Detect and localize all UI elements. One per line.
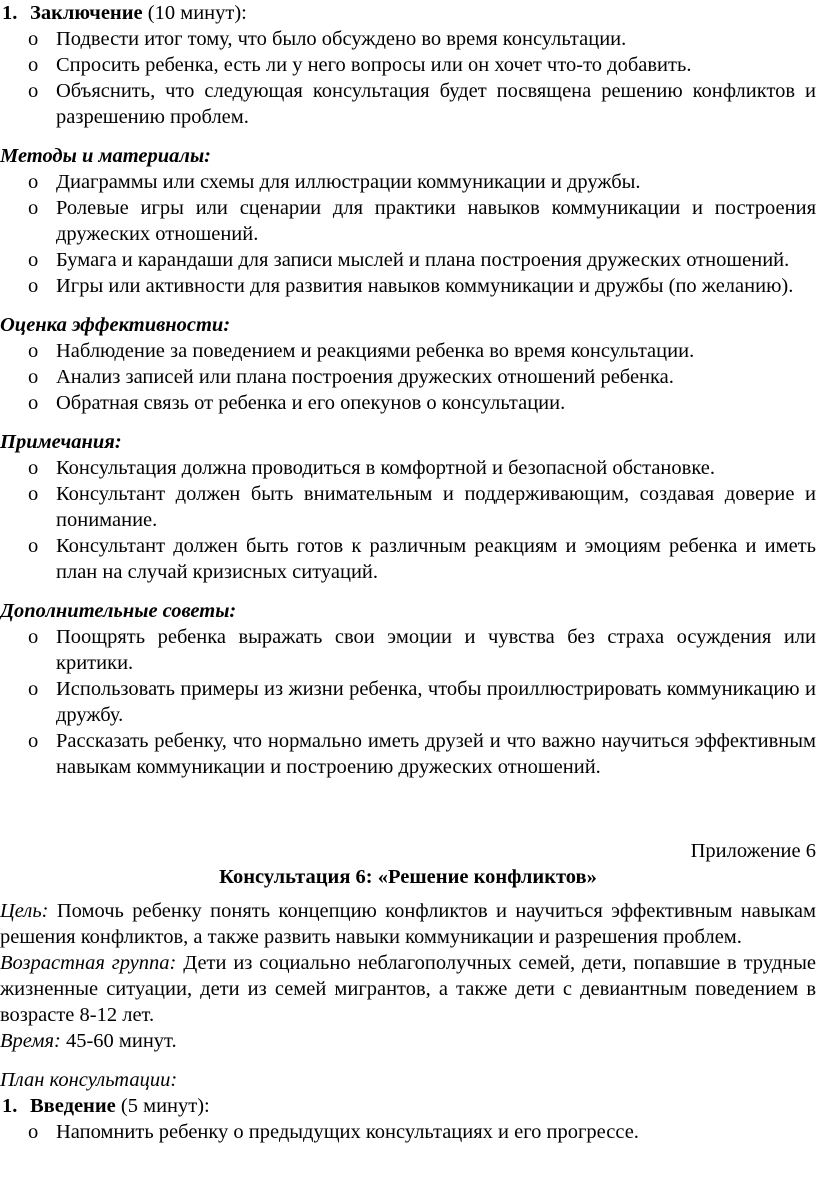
evaluation-heading: Оценка эффективности:	[0, 314, 231, 336]
tips-heading: Дополнительные советы:	[0, 600, 237, 622]
list-item: o Поощрять ребенка выражать свои эмоции и чувства без страха осуждения или критики.	[28, 626, 816, 674]
goal-text: Помочь ребенку понять концепцию конфликтов и научиться эффективным навыкам решения конфликтов, а также развить навыки коммуникации и разрешения проблем.	[0, 900, 816, 948]
bullet-icon: o	[28, 366, 39, 388]
bullet-icon: o	[28, 678, 39, 700]
plan-label: План консультации:	[0, 1069, 178, 1091]
bullet-icon: o	[28, 54, 39, 76]
bullet-icon: o	[28, 28, 39, 50]
section-number: 1.	[2, 1095, 18, 1117]
evaluation-list	[0, 338, 816, 416]
list-item: o Обратная связь от ребенка и его опекунов о консультации.	[28, 392, 566, 414]
time-text: 45-60 минут.	[65, 1030, 177, 1052]
section-title: Заключение	[30, 2, 143, 24]
list-item: o Консультант должен быть внимательным и поддерживающим, создавая доверие и понимание.	[28, 483, 816, 531]
bullet-icon: o	[28, 275, 39, 297]
intro-list	[0, 1119, 816, 1145]
section-duration: (5 минут):	[120, 1095, 210, 1117]
time-paragraph	[0, 1028, 816, 1054]
methods-heading: Методы и материалы:	[0, 145, 212, 167]
bullet-icon: o	[28, 392, 39, 414]
appendix-title: Консультация 6: «Решение конфликтов»	[219, 866, 597, 888]
time-label: Время:	[0, 1030, 61, 1052]
goal-paragraph	[0, 898, 816, 950]
age-text: Дети из социально неблагополучных семей, дети, попавшие в трудные жизненные ситуации, дети из семей мигрантов, а также дети с девиантным поведением в возрасте 8-12 лет.	[0, 952, 816, 1026]
list-item: o Бумага и карандаши для записи мыслей и плана построения дружеских отношений.	[28, 249, 790, 271]
list-item: o Диаграммы или схемы для иллюстрации коммуникации и дружбы.	[28, 171, 641, 193]
goal-label: Цель:	[0, 900, 49, 922]
list-item: o Подвести итог тому, что было обсуждено во время консультации.	[28, 28, 627, 50]
section-title: Введение	[30, 1095, 116, 1117]
bullet-icon: o	[28, 457, 39, 479]
conclusion-list	[0, 26, 816, 130]
age-label: Возрастная группа:	[0, 952, 177, 974]
appendix-label: Приложение 6	[690, 840, 816, 862]
bullet-icon: o	[28, 249, 39, 271]
list-item: o Объяснить, что следующая консультация будет посвящена решению конфликтов и разрешению проблем.	[28, 80, 816, 128]
list-item: o Ролевые игры или сценарии для практики навыков коммуникации и построения дружеских отношений.	[28, 197, 816, 245]
bullet-icon: o	[28, 171, 39, 193]
methods-list	[0, 169, 816, 299]
notes-heading: Примечания:	[0, 431, 122, 453]
list-item: o Консультация должна проводиться в комфортной и безопасной обстановке.	[28, 457, 716, 479]
list-item: o Напомнить ребенку о предыдущих консультациях и его прогрессе.	[28, 1121, 639, 1143]
list-item: o Рассказать ребенку, что нормально иметь друзей и что важно научиться эффективным навыкам коммуникации и построению дружеских отношений.	[28, 730, 816, 778]
bullet-icon: o	[28, 340, 39, 362]
bullet-icon: o	[28, 80, 39, 102]
section-intro-title	[0, 1093, 816, 1119]
section-number: 1.	[2, 2, 18, 24]
bullet-icon: o	[28, 1121, 39, 1143]
list-item: o Спросить ребенка, есть ли у него вопросы или он хочет что-то добавить.	[28, 54, 692, 76]
section-conclusion-title	[0, 0, 816, 26]
list-item: o Наблюдение за поведением и реакциями ребенка во время консультации.	[28, 340, 695, 362]
list-item: o Консультант должен быть готов к различным реакциям и эмоциям ребенка и иметь план на случай кризисных ситуаций.	[28, 535, 816, 583]
section-duration: (10 минут):	[147, 2, 247, 24]
list-item: o Игры или активности для развития навыков коммуникации и дружбы (по желанию).	[28, 275, 794, 297]
list-item: o Анализ записей или плана построения дружеских отношений ребенка.	[28, 366, 674, 388]
list-item: o Использовать примеры из жизни ребенка, чтобы проиллюстрировать коммуникацию и дружбу.	[28, 678, 816, 726]
bullet-icon: o	[28, 197, 39, 219]
bullet-icon: o	[28, 730, 39, 752]
notes-list	[0, 455, 816, 585]
bullet-icon: o	[28, 535, 39, 557]
bullet-icon: o	[28, 626, 39, 648]
bullet-icon: o	[28, 483, 39, 505]
tips-list	[0, 624, 816, 780]
age-paragraph	[0, 950, 816, 1028]
